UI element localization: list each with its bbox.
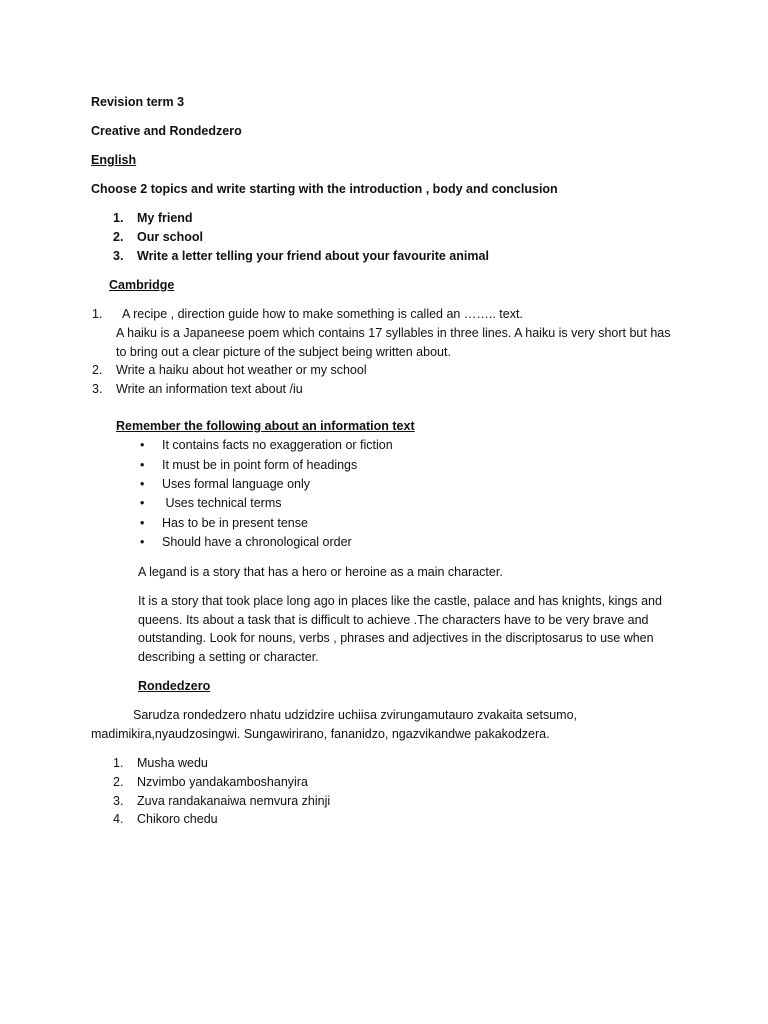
list-item (113, 755, 208, 771)
english-heading: English (91, 153, 137, 167)
bullet-text: Should have a chronological order (162, 535, 352, 549)
list-item-continuation: A haiku is a Japaneese poem which contains 17 syllables in three lines. A haiku is very short but has (116, 326, 671, 340)
legend-paragraph-line: outstanding. Look for nouns, verbs , phrases and adjectives in the discriptosarus to use when (138, 631, 654, 645)
list-item (113, 774, 308, 790)
bullet-text: Uses technical terms (162, 496, 282, 510)
bullet-text: It contains facts no exaggeration or fiction (162, 438, 393, 452)
list-number: 1. (113, 756, 124, 770)
legend-paragraph-line: describing a setting or character. (138, 650, 319, 664)
cambridge-heading: Cambridge (109, 278, 175, 292)
bullet-item (140, 437, 393, 453)
list-number: 1. (92, 307, 103, 321)
bullet-glyph: • (140, 516, 145, 530)
legend-paragraph-line: It is a story that took place long ago in places like the castle, palace and has knights, kings and (138, 594, 662, 608)
bullet-text: Uses formal language only (162, 477, 310, 491)
list-number: 2. (92, 363, 103, 377)
list-number: 3. (92, 382, 103, 396)
doc-title: Revision term 3 (91, 95, 185, 109)
legend-paragraph-line: queens. Its about a task that is difficult to achieve .The characters have to be very brave and (138, 613, 649, 627)
list-item (92, 381, 303, 397)
list-text: Chikoro chedu (137, 812, 218, 826)
list-text: Zuva randakanaiwa nemvura zhinji (137, 794, 331, 808)
list-text: Our school (137, 230, 203, 244)
list-text: Musha wedu (137, 756, 208, 770)
list-text: Nzvimbo yandakamboshanyira (137, 775, 308, 789)
list-text: Write a haiku about hot weather or my school (116, 363, 367, 377)
list-number: 2. (113, 775, 124, 789)
list-number: 3. (113, 794, 124, 808)
list-item (113, 229, 203, 245)
bullet-glyph: • (140, 535, 145, 549)
doc-subtitle: Creative and Rondedzero (91, 124, 242, 138)
bullet-text: It must be in point form of headings (162, 458, 358, 472)
bullet-glyph: • (140, 438, 145, 452)
list-item (113, 811, 218, 827)
list-item (113, 248, 489, 264)
bullet-glyph: • (140, 458, 145, 472)
bullet-item (140, 515, 308, 531)
list-item (92, 306, 523, 322)
list-text: My friend (137, 211, 193, 225)
list-item (92, 362, 367, 378)
list-item (113, 210, 193, 226)
list-number: 4. (113, 812, 124, 826)
list-item-continuation: to bring out a clear picture of the subject being written about. (116, 345, 451, 359)
bullet-glyph: • (140, 496, 145, 510)
list-number: 3. (113, 249, 124, 263)
bullet-item (140, 534, 352, 550)
list-text: A recipe , direction guide how to make something is called an …….. text. (122, 307, 523, 321)
remember-heading: Remember the following about an information text (116, 419, 415, 433)
list-number: 1. (113, 211, 124, 225)
bullet-glyph: • (140, 477, 145, 491)
bullet-item (140, 495, 281, 511)
bullet-item (140, 476, 310, 492)
list-item (113, 793, 330, 809)
rondedzero-instruction-line: Sarudza rondedzero nhatu udzidzire uchiisa zvirungamutauro zvakaita setsumo, (133, 708, 577, 722)
list-text: Write a letter telling your friend about your favourite animal (137, 249, 489, 263)
bullet-item (140, 457, 357, 473)
legend-definition: A legand is a story that has a hero or heroine as a main character. (138, 565, 503, 579)
rondedzero-instruction-line: madimikira,nyaudzosingwi. Sungawirirano, fananidzo, ngazvikandwe pakakodzera. (91, 727, 550, 741)
list-number: 2. (113, 230, 124, 244)
list-text: Write an information text about /iu (116, 382, 303, 396)
english-instruction: Choose 2 topics and write starting with the introduction , body and conclusion (91, 182, 558, 196)
bullet-text: Has to be in present tense (162, 516, 308, 530)
rondedzero-heading: Rondedzero (138, 679, 211, 693)
